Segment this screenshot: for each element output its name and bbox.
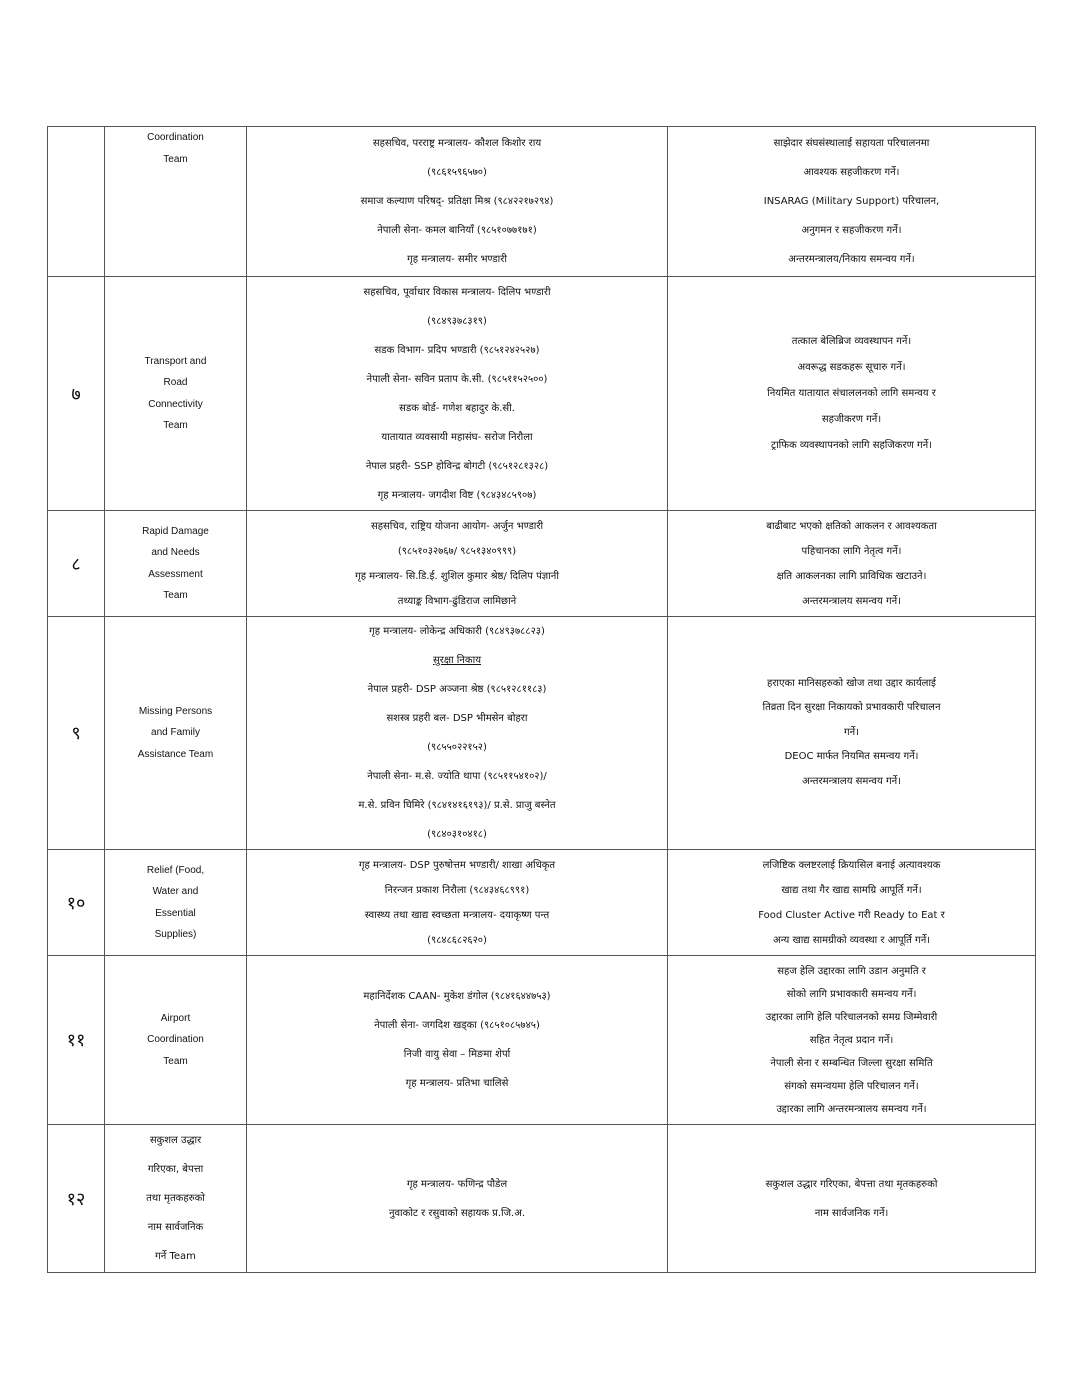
- member-line: (९८५५०२२१५२): [427, 742, 487, 753]
- member-line: नेपाली सेना- कमल बानियाँ (९८५१०७७१७१): [377, 225, 537, 236]
- team-name-line: Airport: [160, 1012, 191, 1024]
- team-name-line: Coordination: [147, 1034, 204, 1046]
- team-name: [105, 511, 247, 617]
- row-number: ११: [48, 956, 105, 1125]
- table-row: [48, 1125, 1036, 1273]
- member-line: गृह मन्त्रालय- फणिन्द्र पौडेल: [406, 1178, 508, 1190]
- team-name-line: Team: [163, 590, 188, 601]
- team-name-line: Essential: [155, 907, 196, 919]
- team-name-line: Connectivity: [148, 398, 203, 410]
- member-line: (९८५१०३२७६७/ ९८५१३४०९९९): [397, 545, 517, 557]
- member-line: गृह मन्त्रालय- DSP पुरुषोत्तम भण्डारी/ शाखा अधिकृत: [358, 859, 556, 871]
- team-name-line: Rapid Damage: [142, 525, 209, 537]
- responsibility-line: लजिष्टिक क्लष्टरलाई क्रियासिल बनाई अत्यावश्यक: [762, 859, 941, 871]
- responsibility-cell: [668, 127, 1036, 277]
- responsibility-line: अन्य खाद्य सामग्रीको व्यवस्था र आपूर्ति गर्ने।: [772, 934, 931, 946]
- team-name: [105, 277, 247, 511]
- team-name: [105, 956, 247, 1125]
- row-number: ९: [48, 617, 105, 850]
- member-line: गृह मन्त्रालय- जगदीश विष्ट (९८४३४८५९०७): [377, 489, 537, 501]
- responsibility-line: आवश्यक सहजीकरण गर्ने।: [803, 167, 900, 178]
- member-line: (९८६१५९६५७०): [427, 167, 487, 178]
- responsibility-line: बाढीबाट भएको क्षतिको आकलन र आवश्यकता: [766, 520, 937, 532]
- member-line: सडक विभाग- प्रदिप भण्डारी (९८५१२४२५२७): [374, 344, 540, 356]
- team-name-line: Supplies): [154, 929, 197, 940]
- row-number: १२: [48, 1125, 105, 1273]
- responsibility-line: नाम सार्वजनिक गर्ने।: [814, 1207, 889, 1219]
- table-row: [48, 850, 1036, 956]
- member-line: सडक बोर्ड- गणेश बहादुर के.सी.: [399, 402, 515, 414]
- responsibility-line: अन्तरमन्त्रालय/निकाय समन्वय गर्ने।: [788, 254, 915, 265]
- row-number: १०: [48, 850, 105, 956]
- team-name-line: Team: [163, 1055, 188, 1067]
- responsibility-cell: [668, 956, 1036, 1125]
- responsibility-line: पहिचानका लागि नेतृत्व गर्ने।: [801, 545, 902, 557]
- team-name-line: Assistance Team: [137, 748, 214, 760]
- members-cell: [247, 127, 668, 277]
- team-name-line: Relief (Food,: [146, 864, 205, 876]
- members-cell: [247, 277, 668, 511]
- row-number: ७: [48, 277, 105, 511]
- team-name-line: Coordination: [147, 132, 204, 143]
- team-name: [105, 850, 247, 956]
- member-line: यातायात व्यवसायी महासंघ- सरोज निरौला: [381, 431, 533, 443]
- members-cell: [247, 511, 668, 617]
- member-line: नेपाली सेना- जगदिश खड्का (९८५१०८५७४५): [374, 1020, 540, 1031]
- responsibility-line: खाद्य तथा गैर खाद्य सामग्रि आपूर्ति गर्ने।: [781, 884, 922, 896]
- member-line: सहसचिव, राष्ट्रिय योजना आयोग- अर्जुन भण्डारी: [370, 520, 544, 532]
- team-name-line: तथा मृतकहरुको: [146, 1193, 205, 1204]
- member-line: नुवाकोट र रसुवाको सहायक प्र.जि.अ.: [388, 1207, 526, 1219]
- team-name-line: Assessment: [148, 568, 203, 580]
- team-name-line: गरिएका, बेपत्ता: [147, 1164, 204, 1175]
- responsibility-line: नेपाली सेना र सम्बन्धित जिल्ला सुरक्षा समिति: [770, 1057, 933, 1069]
- team-name-line: Missing Persons: [138, 705, 213, 717]
- responsibility-line: सहज हेलि उद्दारका लागि उडान अनुमति र: [777, 965, 926, 977]
- team-name-line: Team: [163, 153, 188, 165]
- team-name-line: and Needs: [151, 547, 200, 558]
- responsibility-line: अन्तरमन्त्रालय समन्वय गर्ने।: [802, 775, 901, 787]
- responsibility-cell: [668, 1125, 1036, 1273]
- responsibility-line: तिव्रता दिन सुरक्षा निकायको प्रभावकारी परिचालन: [762, 702, 941, 714]
- responsibility-line: अनुगमन र सहजीकरण गर्ने।: [801, 225, 902, 236]
- member-line: (९८४०३१०४१८): [427, 829, 487, 840]
- member-line: नेपाल प्रहरी- SSP होविन्द्र बोगटी (९८५१२८१३२८): [365, 460, 549, 472]
- member-line: (९८४८६८२६२०): [427, 934, 487, 946]
- team-name: [105, 617, 247, 850]
- responsibility-line: साझेदार संघसंस्थालाई सहायता परिचालनमा: [773, 138, 930, 149]
- row-number: [48, 127, 105, 277]
- member-line: गृह मन्त्रालय- लोकेन्द्र अधिकारी (९८४९३७८८२३): [369, 626, 545, 637]
- member-line: निरन्जन प्रकाश निरौला (९८४३४६८९९१): [384, 884, 530, 896]
- member-line: सशस्त्र प्रहरी बल- DSP भीमसेन बोहरा: [386, 713, 528, 724]
- responsibility-cell: [668, 617, 1036, 850]
- member-line: सहसचिव, परराष्ट्र मन्त्रालय- कौशल किशोर राय: [372, 138, 542, 149]
- responsibility-line: ट्राफिक व्यवस्थापनको लागि सहजिकरण गर्ने।: [771, 439, 932, 451]
- member-line: म.से. प्रविन घिमिरे (९८४१४१६१९३)/ प्र.से. प्राजु बस्नेत: [358, 800, 556, 811]
- responsibility-line: उद्दारका लागि हेलि परिचालनको समग्र जिम्मेवारी: [765, 1011, 938, 1023]
- member-line: निजी वायु सेवा – मिङमा शेर्पा: [403, 1049, 511, 1060]
- responsibility-line: गर्ने।: [844, 726, 859, 738]
- team-name-line: Road: [163, 377, 188, 388]
- row-number: ८: [48, 511, 105, 617]
- member-line: सहसचिव, पूर्वाधार विकास मन्त्रालय- दिलिप भण्डारी: [363, 286, 551, 298]
- members-cell: [247, 956, 668, 1125]
- responsibility-cell: [668, 277, 1036, 511]
- table-row: [48, 511, 1036, 617]
- responsibility-line: संगको समन्वयमा हेलि परिचालन गर्ने।: [784, 1080, 919, 1092]
- responsibility-line: हराएका मानिसहरुको खोज तथा उद्दार कार्यलाई: [767, 677, 936, 689]
- table-row: [48, 127, 1036, 277]
- responsibility-line: तत्काल बेलिब्रिज व्यवस्थापन गर्ने।: [791, 335, 912, 347]
- members-cell: [247, 617, 668, 850]
- member-line: नेपाली सेना- सविन प्रताप के.सी. (९८५११५२५००): [366, 373, 548, 385]
- responsibility-line: सहित नेतृत्व प्रदान गर्ने।: [809, 1034, 894, 1046]
- responsibility-line: INSARAG (Military Support) परिचालन,: [763, 196, 940, 207]
- team-name-line: नाम सार्वजनिक: [147, 1222, 204, 1233]
- members-cell: [247, 850, 668, 956]
- member-line: महानिर्देशक CAAN- मुकेश डंगोल (९८४१६४४७५३): [363, 991, 551, 1002]
- responsibility-cell: [668, 511, 1036, 617]
- member-line: गृह मन्त्रालय- सि.डि.ई. शुशिल कुमार श्रेष्ठ/ दिलिप पंज्ञानी: [355, 570, 559, 582]
- responsibility-line: अवरूद्ध सडकहरू सूचारु गर्ने।: [797, 361, 906, 373]
- member-line: गृह मन्त्रालय- प्रतिभा चालिसे: [405, 1078, 509, 1089]
- member-line: गृह मन्त्रालय- समीर भण्डारी: [407, 254, 507, 265]
- member-line: तथ्याङ्क विभाग-ढुंडिराज लामिछाने: [397, 595, 517, 607]
- member-line: (९८४९३७८३१९): [427, 315, 487, 327]
- team-name-line: Transport and: [144, 355, 207, 367]
- members-cell: [247, 1125, 668, 1273]
- responsibility-cell: [668, 850, 1036, 956]
- table-row: [48, 277, 1036, 511]
- team-name-line: and Family: [151, 727, 200, 739]
- team-name: [105, 127, 247, 277]
- member-line: समाज कल्याण परिषद्- प्रतिक्षा मिश्र (९८४२२१७२९४): [360, 196, 554, 207]
- member-line: नेपाली सेना- म.से. ज्योति थापा (९८५११५४१०२)/: [367, 771, 547, 782]
- responsibility-line: अन्तरमन्त्रालय समन्वय गर्ने।: [802, 595, 901, 607]
- team-name: [105, 1125, 247, 1273]
- table-row: [48, 956, 1036, 1125]
- security-agencies-heading: सुरक्षा निकाय: [433, 655, 481, 666]
- responsibility-line: सकुशल उद्धार गरिएका, बेपत्ता तथा मृतकहरुको: [765, 1178, 938, 1190]
- member-line: नेपाल प्रहरी- DSP अञ्जना श्रेष्ठ (९८५१२८११८३): [367, 684, 547, 695]
- team-name-line: सकुशल उद्धार: [149, 1135, 202, 1146]
- teams-table: [47, 126, 1036, 1273]
- team-name-line: गर्ने Team: [155, 1251, 196, 1262]
- responsibility-line: सोको लागि प्रभावकारी समन्वय गर्ने।: [786, 988, 917, 1000]
- responsibility-line: सहजीकरण गर्ने।: [821, 413, 882, 425]
- team-name-line: Water and: [152, 886, 199, 897]
- responsibility-line: उद्दारका लागि अन्तरमन्त्रालय समन्वय गर्ने।: [776, 1103, 927, 1115]
- responsibility-line: DEOC मार्फत नियमित समन्वय गर्ने।: [784, 751, 919, 763]
- responsibility-line: नियमित यातायात संचाललनको लागि समन्वय र: [767, 387, 936, 399]
- member-line: स्वास्थ्य तथा खाद्य स्वच्छता मन्त्रालय- दयाकृष्ण पन्त: [364, 909, 550, 921]
- responsibility-line: क्षति आकलनका लागि प्राविधिक खटाउने।: [776, 570, 927, 582]
- team-name-line: Team: [163, 420, 188, 431]
- responsibility-line: Food Cluster Active गरी Ready to Eat र: [758, 909, 945, 921]
- table-row: [48, 617, 1036, 850]
